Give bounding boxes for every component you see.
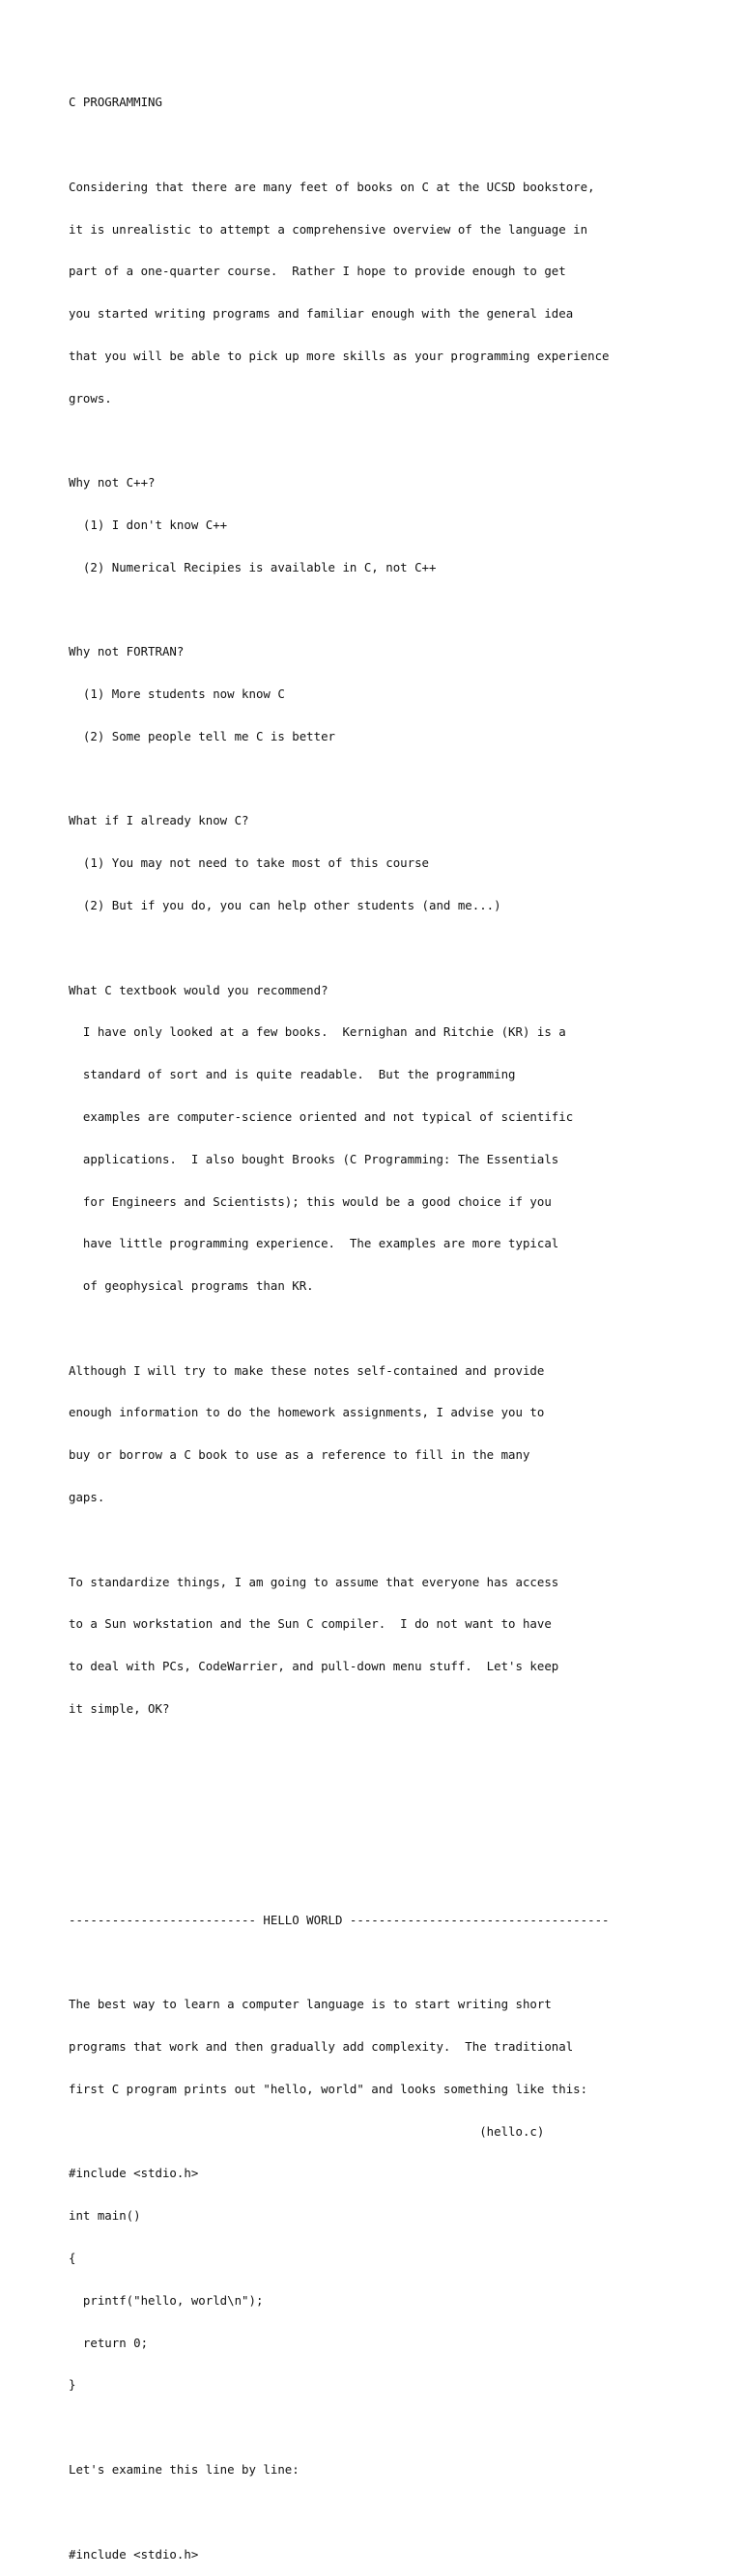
text-line: buy or borrow a C book to use as a reference to fill in the many: [69, 1447, 530, 1463]
text-line: [69, 772, 610, 787]
code-line: return 0;: [69, 2335, 149, 2350]
text-line: [69, 1322, 610, 1336]
text-line: [69, 2421, 610, 2435]
code-line: }: [69, 2377, 76, 2393]
code-filename-label: (hello.c): [69, 2123, 545, 2139]
text-line: Considering that there are many feet of books on C at the UCSD bookstore,: [69, 179, 595, 194]
text-line: [69, 603, 610, 618]
text-line: [69, 434, 610, 448]
code-line: printf("hello, world\n");: [69, 2292, 264, 2308]
text-line: Although I will try to make these notes self-contained and provide: [69, 1362, 545, 1378]
text-line: examples are computer-science oriented and not typical of scientific: [69, 1108, 574, 1124]
text-line: enough information to do the homework assignments, I advise you to: [69, 1405, 545, 1420]
question-heading: Why not C++?: [69, 475, 156, 490]
text-line: Let's examine this line by line:: [69, 2461, 300, 2477]
text-line: I have only looked at a few books. Kernighan and Ritchie (KR) is a: [69, 1024, 566, 1040]
text-line: (1) More students now know C: [69, 686, 285, 702]
text-line: [69, 1745, 610, 1759]
text-line: [69, 941, 610, 956]
code-line: #include <stdio.h>: [69, 2546, 199, 2562]
text-line: grows.: [69, 390, 112, 406]
text-line: (2) Numerical Recipies is available in C, not C++: [69, 559, 437, 574]
text-line: it is unrealistic to attempt a comprehensive overview of the language in: [69, 221, 588, 237]
text-line: [69, 1871, 610, 1886]
question-heading: What C textbook would you recommend?: [69, 982, 328, 997]
code-line: int main(): [69, 2208, 141, 2224]
text-line: (2) But if you do, you can help other students (and me...): [69, 898, 501, 913]
text-line: first C program prints out "hello, world" and looks something like this:: [69, 2081, 588, 2096]
text-line: [69, 138, 610, 153]
text-line: [69, 1829, 610, 1843]
question-heading: What if I already know C?: [69, 813, 249, 828]
text-line: [69, 1533, 610, 1548]
text-line: to a Sun workstation and the Sun C compiler. I do not want to have: [69, 1616, 552, 1632]
question-heading: Why not FORTRAN?: [69, 644, 185, 659]
text-line: The best way to learn a computer language is to start writing short: [69, 1997, 552, 2012]
text-line: it simple, OK?: [69, 1700, 170, 1716]
doc-title: C PROGRAMMING: [69, 95, 162, 110]
document-body: [69, 68, 610, 2576]
section-divider-hello-world: -------------------------- HELLO WORLD ------------------------------------: [69, 1912, 610, 1927]
code-line: {: [69, 2251, 76, 2266]
text-line: (2) Some people tell me C is better: [69, 728, 336, 743]
text-line: (1) You may not need to take most of this course: [69, 855, 429, 871]
text-line: you started writing programs and familiar enough with the general idea: [69, 306, 574, 322]
text-line: gaps.: [69, 1489, 105, 1504]
text-line: for Engineers and Scientists); this would be a good choice if you: [69, 1193, 552, 1209]
text-line: programs that work and then gradually add complexity. The traditional: [69, 2039, 574, 2055]
code-line: #include <stdio.h>: [69, 2166, 199, 2181]
text-line: part of a one-quarter course. Rather I hope to provide enough to get: [69, 264, 566, 279]
text-line: (1) I don't know C++: [69, 518, 228, 532]
text-line: To standardize things, I am going to assume that everyone has access: [69, 1574, 559, 1589]
text-line: standard of sort and is quite readable. But the programming: [69, 1067, 516, 1082]
text-line: that you will be able to pick up more skills as your programming experience: [69, 348, 610, 363]
text-line: applications. I also bought Brooks (C Programming: The Essentials: [69, 1151, 559, 1166]
text-line: [69, 2506, 610, 2520]
text-line: [69, 1956, 610, 1971]
text-line: of geophysical programs than KR.: [69, 1278, 314, 1294]
text-line: have little programming experience. The examples are more typical: [69, 1236, 559, 1251]
text-line: to deal with PCs, CodeWarrier, and pull-down menu stuff. Let's keep: [69, 1659, 559, 1674]
text-line: [69, 1786, 610, 1801]
